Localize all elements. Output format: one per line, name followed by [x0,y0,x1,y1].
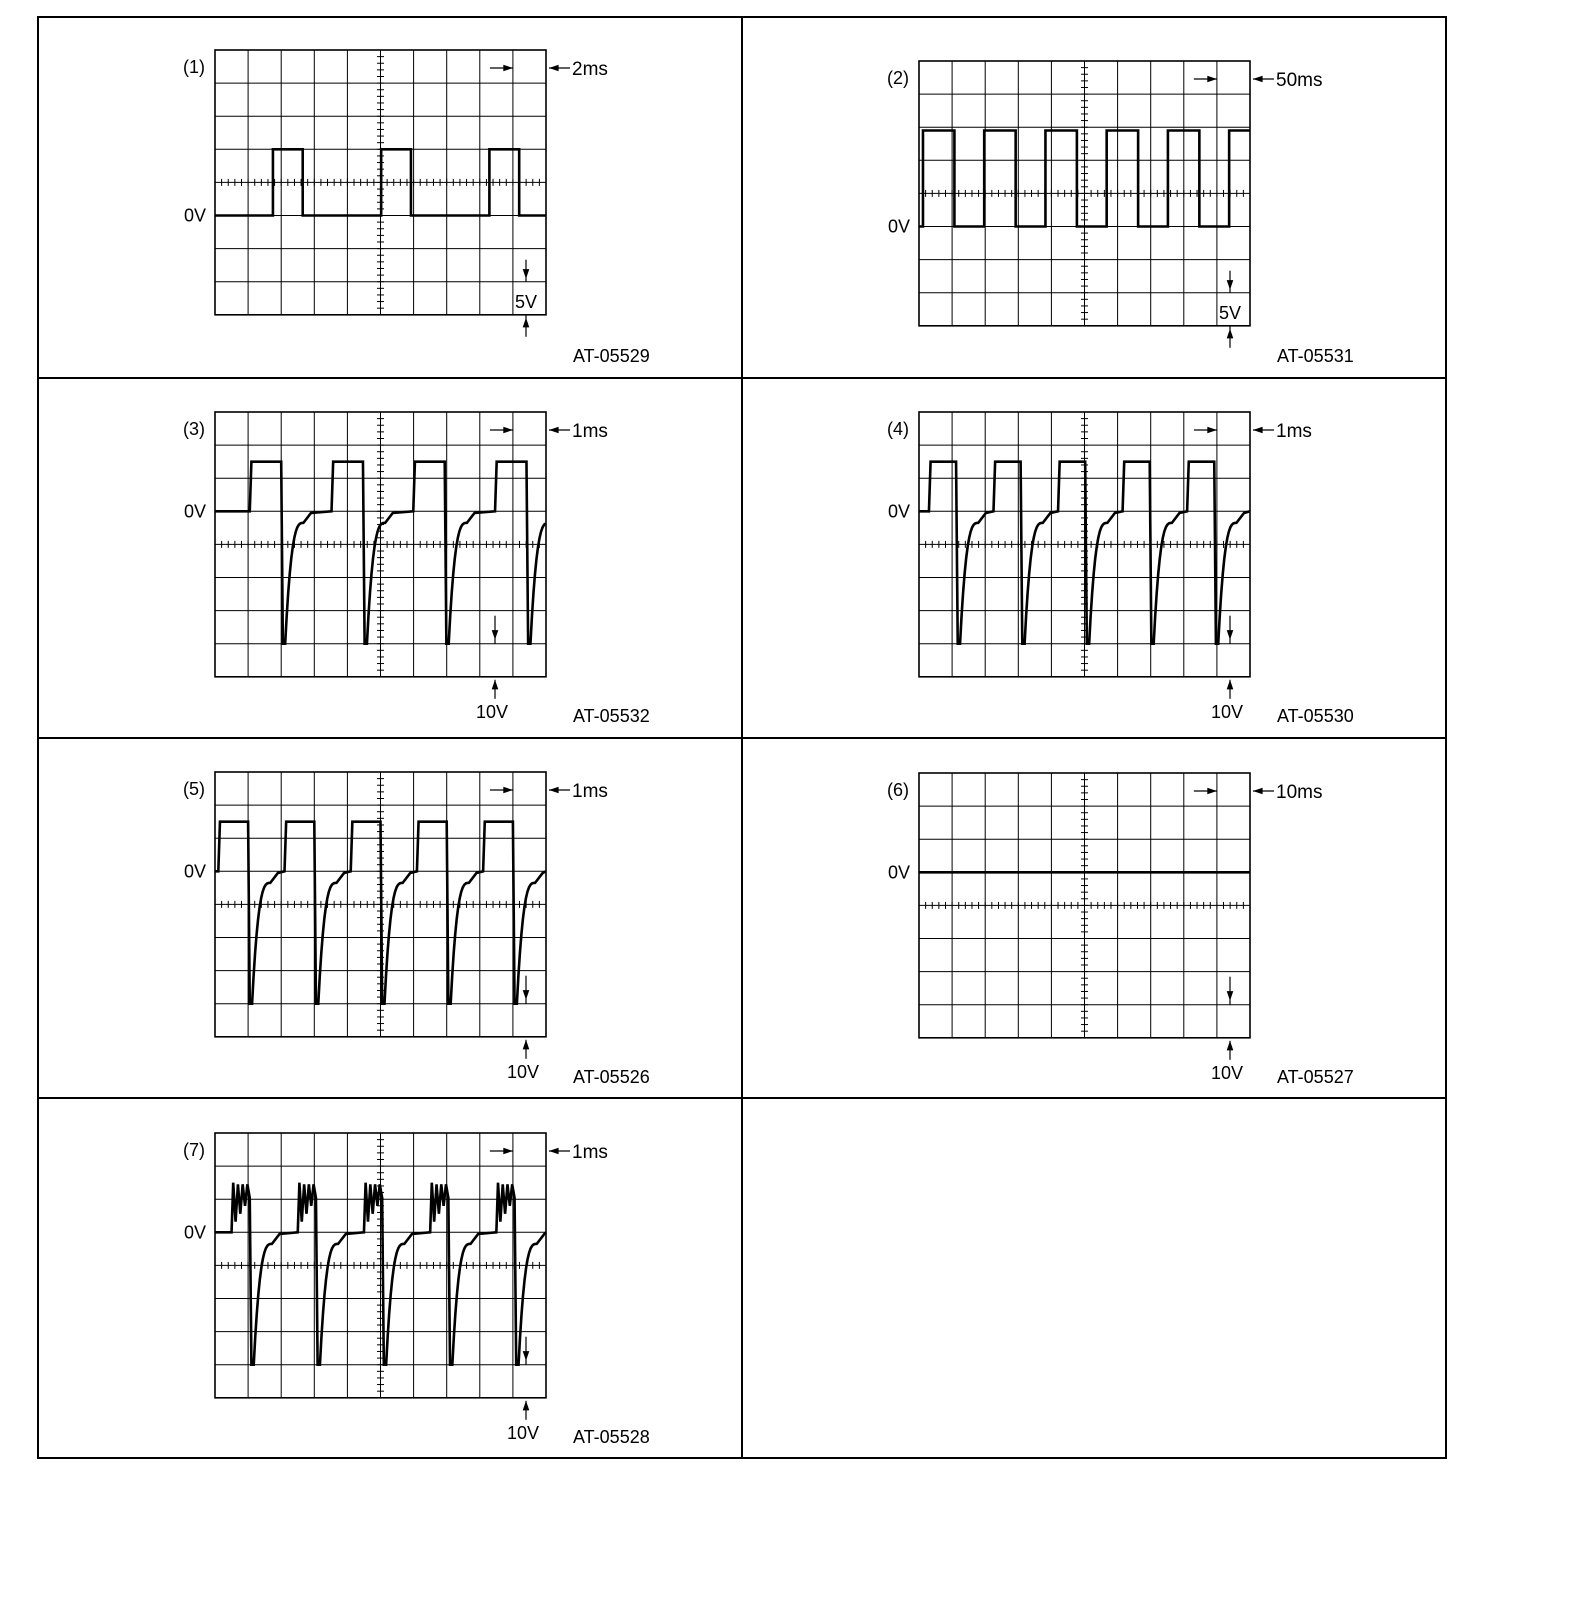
arrow-head [1253,76,1263,83]
arrow-head [523,269,530,279]
panel-index-label: (4) [887,419,909,439]
zero-volt-label: 0V [888,862,911,883]
volt-per-division-marker [523,1337,530,1420]
time-per-division-label: 2ms [572,59,608,80]
arrow-head [503,1148,513,1155]
figure-id-label: AT-05532 [573,706,650,726]
volt-per-division-marker [1227,977,1234,1060]
oscilloscope-grid [215,1133,546,1398]
arrow-head [1227,630,1234,640]
panel-index-label: (7) [183,1140,205,1160]
panel-index-label: (3) [183,419,205,439]
volt-per-division-marker [523,976,530,1059]
arrow-head [523,1351,530,1361]
volt-per-division-marker [1227,616,1234,699]
arrow-head [549,787,559,794]
time-per-division-label: 1ms [1276,421,1312,442]
waveform-panel-5 [183,772,650,1087]
volt-per-division-label: 5V [515,291,538,312]
time-per-division-marker [1194,788,1274,795]
zero-volt-label: 0V [888,216,911,237]
volt-per-division-marker [492,616,499,699]
figure-id-label: AT-05531 [1277,346,1354,366]
time-per-division-marker [490,427,570,434]
time-per-division-label: 1ms [572,421,608,442]
waveform-panel-4 [887,412,1354,726]
arrow-head [523,1401,530,1411]
volt-per-division-label: 10V [507,1422,540,1443]
zero-volt-label: 0V [888,501,911,522]
figure-id-label: AT-05529 [573,346,650,366]
time-per-division-marker [490,787,570,794]
volt-per-division-label: 10V [1211,1062,1244,1083]
volt-per-division-label: 5V [1219,302,1242,323]
oscilloscope-grid [919,773,1250,1038]
waveform-panel-1 [183,50,650,366]
arrow-head [549,65,559,72]
oscilloscope-grid [215,412,546,677]
arrow-head [503,65,513,72]
arrow-head [1207,76,1217,83]
arrow-head [1207,788,1217,795]
volt-per-division-label: 10V [507,1061,540,1082]
time-per-division-marker [490,1148,570,1155]
waveform-panel-6 [887,773,1354,1087]
waveform-panel-2 [887,61,1354,366]
arrow-head [549,427,559,434]
time-per-division-label: 10ms [1276,782,1323,803]
time-per-division-marker [1194,76,1274,83]
arrow-head [1253,427,1263,434]
arrow-head [1227,1041,1234,1051]
zero-volt-label: 0V [184,861,207,882]
zero-volt-label: 0V [184,501,207,522]
arrow-head [1227,329,1234,339]
figure-id-label: AT-05527 [1277,1067,1354,1087]
arrow-head [549,1148,559,1155]
arrow-head [1253,788,1263,795]
figure-id-label: AT-05530 [1277,706,1354,726]
panel-index-label: (1) [183,57,205,77]
arrow-head [1227,680,1234,690]
arrow-head [1227,991,1234,1001]
waveform-panel-7 [183,1133,650,1447]
arrow-head [492,630,499,640]
panel-index-label: (2) [887,68,909,88]
arrow-head [523,1040,530,1050]
time-per-division-label: 1ms [572,1142,608,1163]
arrow-head [492,680,499,690]
arrow-head [503,427,513,434]
figure-id-label: AT-05528 [573,1427,650,1447]
figure-id-label: AT-05526 [573,1067,650,1087]
time-per-division-marker [490,65,570,72]
volt-per-division-label: 10V [476,701,509,722]
time-per-division-label: 1ms [572,781,608,802]
arrow-head [523,318,530,328]
zero-volt-label: 0V [184,1222,207,1243]
arrow-head [523,990,530,1000]
arrow-head [503,787,513,794]
arrow-head [1207,427,1217,434]
volt-per-division-label: 10V [1211,701,1244,722]
panel-index-label: (6) [887,780,909,800]
panel-index-label: (5) [183,779,205,799]
arrow-head [1227,280,1234,290]
time-per-division-marker [1194,427,1274,434]
time-per-division-label: 50ms [1276,70,1323,91]
waveform-panel-3 [183,412,650,726]
zero-volt-label: 0V [184,205,207,226]
